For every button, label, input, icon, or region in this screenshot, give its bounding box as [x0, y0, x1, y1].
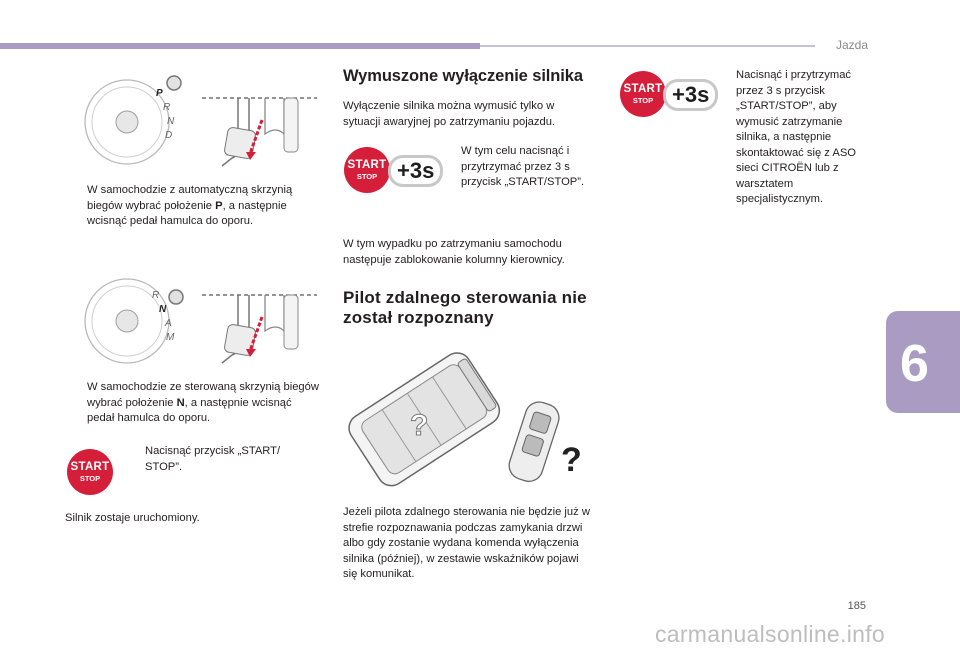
- car-and-key-illustration: [345, 347, 585, 497]
- svg-text:?: ?: [561, 441, 582, 479]
- svg-text:?: ?: [410, 409, 429, 442]
- page-number: 185: [847, 600, 866, 612]
- svg-text:D: D: [165, 130, 173, 141]
- bullet-controlled-gearbox: W samochodzie ze sterowaną skrzynią biegów wybrać położenie N, a następnie wcisnąć pedał hamulca do oporu.: [87, 381, 319, 424]
- bullet-automatic-gearbox: W samochodzie z automatyczną skrzynią biegów wybrać położenie P, a następnie wcisnąć pedał hamulca do oporu.: [87, 184, 293, 227]
- svg-text:M: M: [166, 332, 175, 343]
- bullet-forced-stop-contact: Nacisnąć i przytrzymać przez 3 s przycisk „START/STOP”, aby wymusić zatrzymanie silnika, a następnie skontaktować się z ASO sieci CITROËN lub z warsztatem specjalistycznym.: [736, 69, 857, 205]
- bullet-hold-3s: W tym celu nacisnąć i przytrzymać przez 3 s przycisk „START/STOP”.: [461, 145, 585, 188]
- forced-stop-intro: Wyłączenie silnika można wymusić tylko w sytuacji awaryjnej po zatrzymaniu pojazdu.: [343, 100, 556, 128]
- header-rule: [480, 45, 815, 47]
- section-heading-remote-not-detected: Pilot zdalnego sterowania nie został rozpoznany: [343, 288, 587, 327]
- bullet-press-start: Nacisnąć przycisk „START/ STOP”.: [145, 445, 281, 473]
- shifter-automatic-illustration: [62, 74, 322, 174]
- start-stop-button-icon: START STOP: [344, 147, 390, 193]
- section-title: Jazda: [835, 38, 868, 52]
- svg-text:A: A: [165, 318, 172, 329]
- steering-lock-text: W tym wypadku po zatrzymaniu samochodu następuje zablokowanie kolumny kierownicy.: [343, 238, 565, 266]
- svg-text:R: R: [152, 290, 160, 301]
- start-stop-button-icon: START STOP: [67, 449, 113, 495]
- shifter-controlled-illustration: [62, 271, 322, 376]
- header-bar: [0, 43, 480, 49]
- engine-started-text: Silnik zostaje uruchomiony.: [65, 512, 200, 524]
- start-stop-button-icon: START STOP: [620, 71, 666, 117]
- remote-not-detected-text: Jeżeli pilota zdalnego sterowania nie będzie już w strefie rozpoznawania podczas zamykania drzwi albo gdy zostanie wydana komenda wyłączenia silnika (później), w zestawie wskaźników pojawi się komunikat.: [343, 506, 590, 580]
- plus-3s-icon: +3s: [663, 79, 718, 111]
- svg-text:R: R: [163, 102, 171, 113]
- svg-text:P: P: [156, 88, 163, 99]
- gear-letters: [156, 88, 175, 141]
- svg-text:N: N: [159, 304, 167, 315]
- chapter-number: 6: [900, 335, 929, 393]
- plus-3s-icon: +3s: [388, 155, 443, 187]
- section-heading-forced-stop: Wymuszone wyłączenie silnika: [343, 67, 583, 85]
- watermark: carmanualsonline.info: [654, 621, 885, 647]
- svg-text:N: N: [167, 116, 175, 127]
